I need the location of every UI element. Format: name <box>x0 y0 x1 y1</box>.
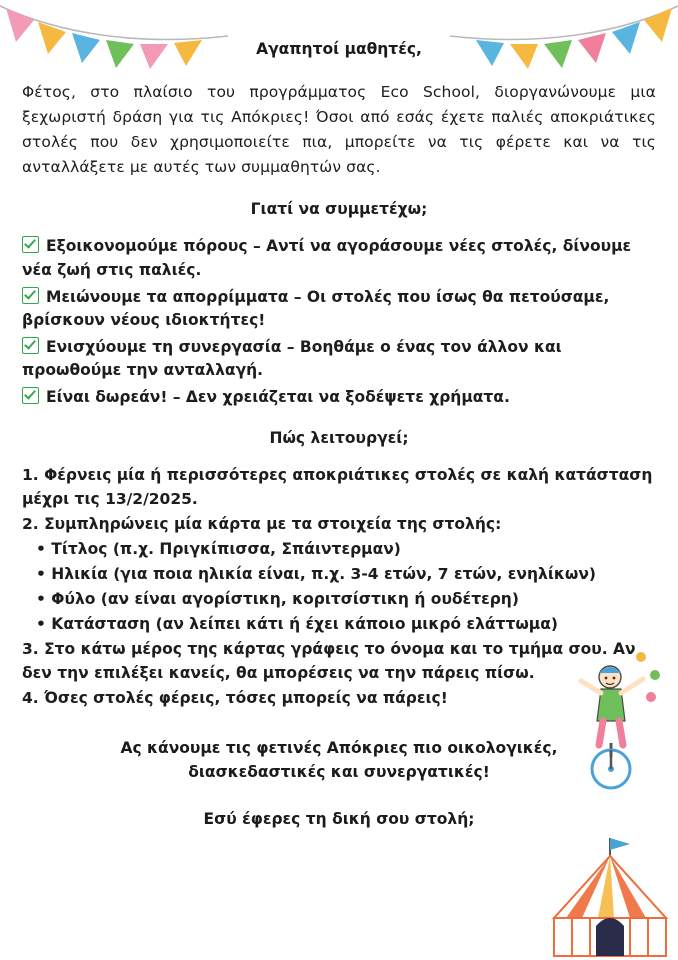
how-it-works-heading: Πώς λειτουργεί; <box>269 429 409 448</box>
list-item <box>22 234 656 282</box>
benefits-list <box>22 234 656 409</box>
check-icon <box>22 287 39 304</box>
benefit-text: Εξοικονομούμε πόρους – Αντί να αγοράσουμε νέες στολές, δίνουμε νέα ζωή στις παλιές. <box>22 237 632 279</box>
benefit-text: Ενισχύουμε τη συνεργασία – Βοηθάμε ο ένας τον άλλον και προωθούμε την ανταλλαγή. <box>22 337 562 380</box>
closing-line-1: Ας κάνουμε τις φετινές Απόκριες πιο οικολογικές, <box>120 739 558 758</box>
intro-paragraph: Φέτος, στο πλαίσιο του προγράμματος Eco School, διοργανώνουμε μια ξεχωριστή δράση για τις Απόκριες! Όσοι από εσάς έχετε παλιές αποκριάτικες στολές που δεν χρησιμοποιείτε πια, μπορείτε να τις φέρετε και να τις ανταλλάξετε με αυτές των συμμαθητών σας. <box>22 83 656 177</box>
step-item: 2. Συμπληρώνεις μία κάρτα με τα στοιχεία της στολής: <box>22 515 502 534</box>
step-sub-item: • Τίτλος (π.χ. Πριγκίπισσα, Σπάιντερμαν) <box>36 540 401 559</box>
closing-message <box>22 736 656 784</box>
step-sub-item: • Ηλικία (για ποια ηλικία είναι, π.χ. 3-4 ετών, 7 ετών, ενηλίκων) <box>36 565 596 584</box>
step-sub-item: • Φύλο (αν είναι αγορίστικη, κοριτσίστικη ή ουδέτερη) <box>36 590 519 609</box>
benefit-text: Είναι δωρεάν! – Δεν χρειάζεται να ξοδέψετε χρήματα. <box>46 387 510 406</box>
list-item <box>22 285 656 333</box>
step-item: 3. Στο κάτω μέρος της κάρτας γράφεις το όνομα και το τμήμα σου. Αν δεν την επιλέξει κανείς, θα μπορέσεις να την πάρεις πίσω. <box>22 640 636 683</box>
check-icon <box>22 236 39 253</box>
benefit-text: Μειώνουμε τα απορρίμματα – Οι στολές που ίσως θα πετούσαμε, βρίσκουν νέους ιδιοκτήτες! <box>22 287 610 330</box>
final-question: Εσύ έφερες τη δική σου στολή; <box>203 810 475 829</box>
step-sub-item: • Κατάσταση (αν λείπει κάτι ή έχει κάποιο μικρό ελάττωμα) <box>36 615 558 634</box>
steps-list <box>22 463 656 710</box>
list-item <box>22 385 656 410</box>
check-icon <box>22 387 39 404</box>
check-icon <box>22 337 39 354</box>
why-participate-heading: Γιατί να συμμετέχω; <box>250 200 428 219</box>
step-item: 1. Φέρνεις μία ή περισσότερες αποκριάτικες στολές σε καλή κατάσταση μέχρι τις 13/2/2025. <box>22 466 653 509</box>
closing-line-2: διασκεδαστικές και συνεργατικές! <box>188 763 490 782</box>
circus-tent-illustration <box>538 830 678 960</box>
list-item <box>22 335 656 383</box>
salutation: Αγαπητοί μαθητές, <box>256 40 422 58</box>
step-item: 4. Όσες στολές φέρεις, τόσες μπορείς να πάρεις! <box>22 689 448 708</box>
